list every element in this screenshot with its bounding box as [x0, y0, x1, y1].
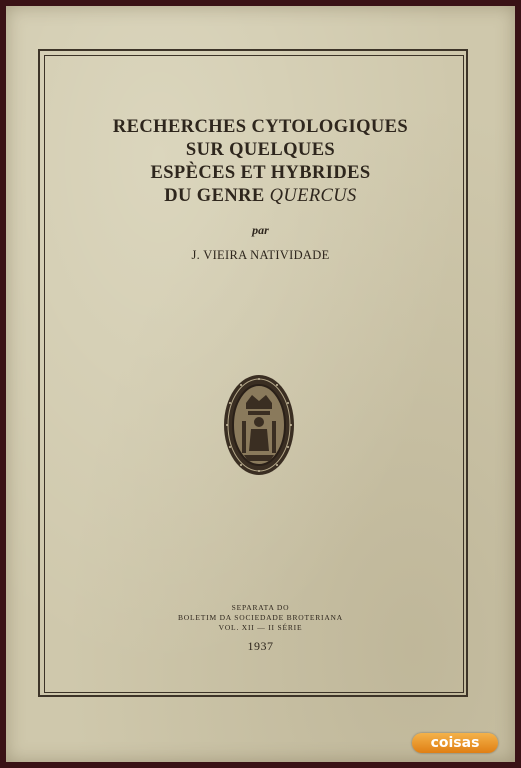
- title-line-4: [0, 185, 521, 208]
- author-name: J. VIEIRA NATIVIDADE: [191, 248, 330, 262]
- publication-year: 1937: [247, 639, 274, 653]
- separata-line-1: SEPARATA DO: [231, 603, 290, 612]
- separata-note: [0, 603, 521, 633]
- title-genus-word: QUERCUS: [269, 186, 357, 206]
- heraldic-seal-icon: [222, 373, 296, 477]
- title-line-3: ESPÈCES ET HYBRIDES: [150, 163, 371, 183]
- title-line-4-prefix: DU GENRE: [164, 186, 265, 206]
- coisas-watermark-logo: coisas: [412, 733, 498, 753]
- by-label: par: [252, 223, 269, 237]
- title-line-1: RECHERCHES CYTOLOGIQUES: [112, 117, 409, 137]
- separata-line-3: VOL. XII — II SÉRIE: [218, 623, 303, 632]
- cover-title: [0, 116, 521, 208]
- title-line-2: SUR QUELQUES: [185, 140, 336, 160]
- separata-line-2: BOLETIM DA SOCIEDADE BROTERIANA: [177, 613, 343, 622]
